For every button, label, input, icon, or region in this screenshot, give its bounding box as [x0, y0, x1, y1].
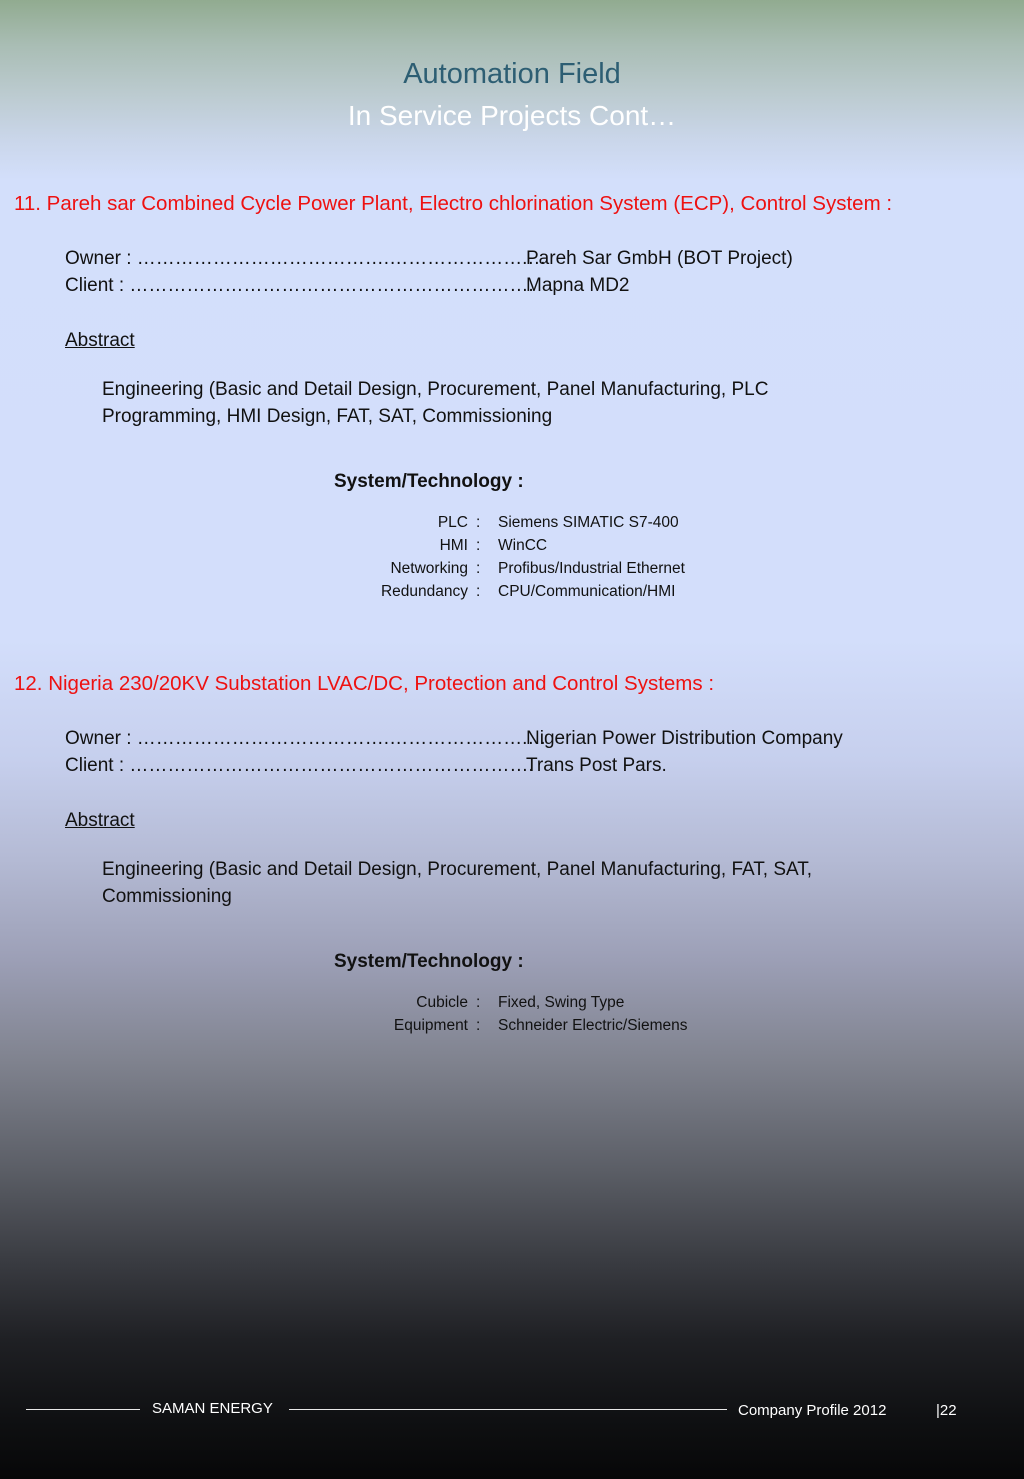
tech-separator: : [476, 1017, 481, 1034]
page-title: Automation Field [403, 58, 621, 90]
project-12-abstract-line-2: Commissioning [102, 886, 232, 907]
project-12-abstract-line-1: Engineering (Basic and Detail Design, Procurement, Panel Manufacturing, FAT, SAT, [102, 859, 813, 880]
page-subtitle: In Service Projects Cont… [347, 100, 677, 131]
project-11-heading: 11. Pareh sar Combined Cycle Power Plant, Electro chlorination System (ECP), Control System : [14, 192, 893, 215]
project-12-owner-label: Owner : ………………………………….………………….… [65, 728, 547, 749]
tech-value: Profibus/Industrial Ethernet [498, 560, 685, 577]
project-12-abstract-heading: Abstract [65, 810, 135, 831]
tech-key: Equipment [393, 1017, 468, 1034]
tech-separator: : [476, 537, 481, 554]
tech-key: Redundancy [380, 583, 468, 600]
tech-key: Cubicle [416, 994, 468, 1011]
tech-separator: : [476, 583, 481, 600]
tech-separator: : [476, 994, 481, 1011]
tech-value: Siemens SIMATIC S7-400 [498, 514, 679, 531]
project-11-abstract-heading: Abstract [65, 330, 135, 351]
tech-key: HMI [439, 537, 468, 554]
tech-key: Networking [390, 560, 468, 577]
project-11-abstract-line-1: Engineering (Basic and Detail Design, Procurement, Panel Manufacturing, PLC [102, 379, 769, 400]
project-12-client-label: Client : ………………………………………………………. [65, 755, 534, 776]
project-12-tech-heading: System/Technology : [334, 951, 524, 972]
tech-value: Schneider Electric/Siemens [498, 1017, 688, 1034]
project-11-client-label: Client : ………………………………………………………. [65, 275, 534, 296]
project-12-owner-value: Nigerian Power Distribution Company [526, 728, 843, 749]
footer-rule-left [26, 1409, 140, 1410]
project-11-client-value: Mapna MD2 [526, 275, 630, 296]
tech-value: CPU/Communication/HMI [498, 583, 676, 600]
tech-value: WinCC [498, 537, 548, 554]
footer-doc-title: Company Profile 2012 [738, 1402, 887, 1419]
page-number: |22 [936, 1402, 957, 1419]
footer-rule-right [289, 1409, 727, 1410]
project-11-abstract-line-2: Programming, HMI Design, FAT, SAT, Commissioning [102, 406, 553, 427]
tech-value: Fixed, Swing Type [498, 994, 625, 1011]
tech-separator: : [476, 514, 481, 531]
project-12-heading: 12. Nigeria 230/20KV Substation LVAC/DC, Protection and Control Systems : [14, 672, 715, 695]
project-11-tech-heading: System/Technology : [334, 471, 524, 492]
project-11-owner-value: Pareh Sar GmbH (BOT Project) [526, 248, 793, 269]
project-11-owner-label: Owner : ………………………………….………………….… [65, 248, 547, 269]
tech-key: PLC [437, 514, 468, 531]
project-12-client-value: Trans Post Pars. [526, 755, 667, 776]
footer-company: SAMAN ENERGY [152, 1400, 273, 1417]
tech-separator: : [476, 560, 481, 577]
